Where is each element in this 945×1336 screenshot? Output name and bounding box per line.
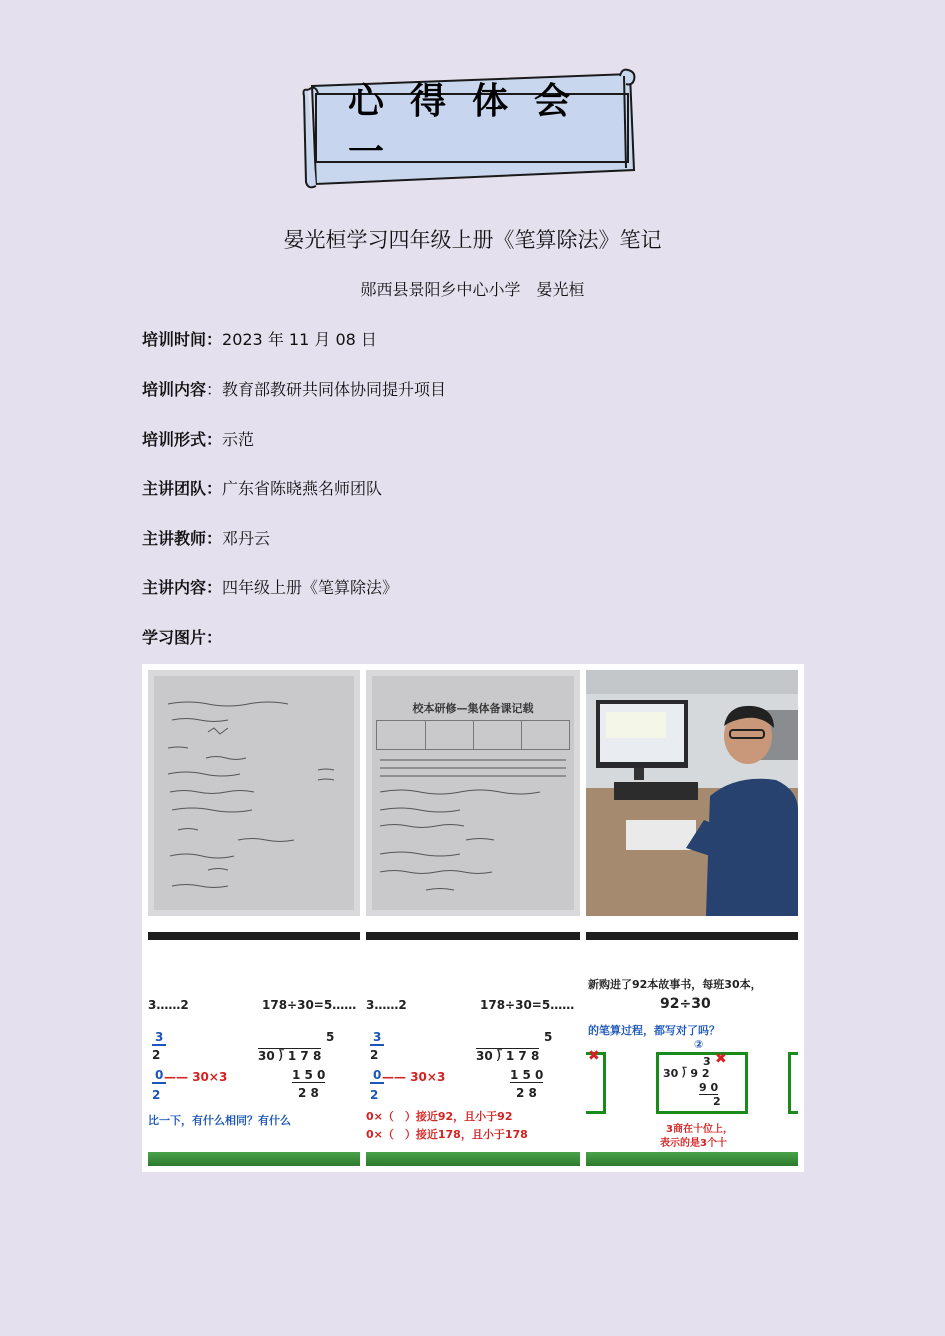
- photo-lesson-plan-form: [366, 670, 580, 916]
- handwriting-icon: [366, 670, 580, 916]
- slide-col1: 3: [370, 1030, 384, 1046]
- slide-remainder: 3……2: [148, 998, 189, 1012]
- slide-top-text: 新购进了92本故事书，每班30本，: [588, 978, 762, 991]
- slide-product: 9 0: [699, 1081, 719, 1094]
- slide-right-box: [788, 1052, 798, 1114]
- info-value: 四年级上册《笔算除法》: [222, 578, 399, 597]
- info-value: 2023 年 11 月 08 日: [222, 330, 377, 349]
- info-key: 主讲团队：: [142, 479, 223, 498]
- slide-q-digit: 3: [703, 1055, 711, 1068]
- info-value: 广东省陈晓燕名师团队: [222, 479, 383, 498]
- photo-teacher-at-computer: [586, 670, 798, 916]
- banner-title: 心得体会一: [348, 80, 597, 173]
- info-training-time: [142, 327, 377, 350]
- slide-dividend: 30 ⟌ 1 7 8: [258, 1049, 322, 1063]
- info-value: 邓丹云: [222, 529, 271, 548]
- slide-footer-bar: [586, 1152, 798, 1166]
- slide-expression: 92÷30: [660, 996, 711, 1012]
- info-key: 学习图片：: [142, 628, 223, 647]
- info-training-content: [142, 377, 446, 400]
- slide-remainder-line: 2 8: [516, 1086, 537, 1100]
- author-line: 郧西县景阳乡中心小学 晏光桓: [360, 280, 585, 299]
- slide-remainder: 2: [713, 1095, 721, 1108]
- slide-footer-bar: [366, 1152, 580, 1166]
- info-key: 主讲教师：: [142, 529, 223, 548]
- photo-slide-division-3: [586, 922, 798, 1166]
- info-lecture-team: [142, 476, 382, 499]
- slide-hint-1: 0×（ ）接近92，且小于92: [366, 1110, 513, 1123]
- slide-question: 的笔算过程，都写对了吗？: [588, 1024, 720, 1037]
- slide-product: 1 5 0: [292, 1068, 326, 1082]
- wrong-mark-icon: ✖: [588, 1048, 600, 1064]
- photo-slide-division-2: [366, 922, 580, 1166]
- info-key: 培训形式：: [142, 430, 223, 449]
- slide-div-line: 30 ⟌ 9 2: [663, 1067, 710, 1080]
- slide-hint-2: 0×（ ）接近178，且小于178: [366, 1128, 528, 1141]
- info-study-photos: [142, 625, 222, 648]
- photo-handwritten-notes-1: [148, 670, 360, 916]
- teacher-photo-icon: [586, 670, 798, 916]
- handwriting-icon: [148, 670, 360, 916]
- slide-topbar: [366, 932, 580, 940]
- slide-product: 1 5 0: [510, 1068, 544, 1082]
- slide-topbar: [148, 932, 360, 940]
- form-heading: 校本研修—集体备课记载: [412, 702, 534, 715]
- info-key: 培训内容: [142, 380, 207, 399]
- info-value: ：教育部教研共同体协同提升项目: [206, 380, 447, 399]
- info-lecture-content: [142, 575, 398, 598]
- slide-col2: 2: [152, 1048, 161, 1062]
- slide-footer-bar: [148, 1152, 360, 1166]
- info-lecturer: [142, 526, 270, 549]
- slide-dividend: 30 ⟌ 1 7 8: [476, 1049, 540, 1063]
- slide-remainder-line: 2 8: [298, 1086, 319, 1100]
- slide-col4: 2: [152, 1088, 161, 1102]
- slide-col2: 2: [370, 1048, 379, 1062]
- info-training-form: [142, 427, 254, 450]
- slide-remainder: 3……2: [366, 998, 407, 1012]
- slide-quotient: 5: [544, 1030, 553, 1044]
- slide-note-1: 3商在十位上，: [666, 1124, 733, 1135]
- slide-note-text: 30×3: [192, 1070, 228, 1084]
- slide-expression: 178÷30=5……: [480, 998, 575, 1012]
- info-value: 示范: [222, 430, 255, 449]
- info-key: 培训时间：: [142, 330, 223, 349]
- slide-circle-number: ②: [694, 1038, 704, 1051]
- wrong-mark-icon: ✖: [715, 1051, 727, 1067]
- info-key: 主讲内容：: [142, 578, 223, 597]
- slide-col3: 0: [152, 1068, 166, 1084]
- slide-quotient: 5: [326, 1030, 335, 1044]
- slide-answer-box: [656, 1052, 748, 1114]
- slide-note: —— 30×3: [164, 1070, 228, 1084]
- study-photo-collage: [142, 664, 804, 1172]
- slide-note: —— 30×3: [382, 1070, 446, 1084]
- document-title: 晏光桓学习四年级上册《笔算除法》笔记: [283, 228, 662, 252]
- slide-col4: 2: [370, 1088, 379, 1102]
- slide-expression: 178÷30=5……: [262, 998, 357, 1012]
- photo-slide-division-1: [148, 922, 360, 1166]
- title-banner: [300, 66, 642, 192]
- slide-question: 比一下，有什么相同？有什么: [148, 1114, 291, 1127]
- slide-note-text: 30×3: [410, 1070, 446, 1084]
- slide-col1: 3: [152, 1030, 166, 1046]
- slide-note-2: 表示的是3个十: [660, 1138, 727, 1149]
- slide-topbar: [586, 932, 798, 940]
- slide-col3: 0: [370, 1068, 384, 1084]
